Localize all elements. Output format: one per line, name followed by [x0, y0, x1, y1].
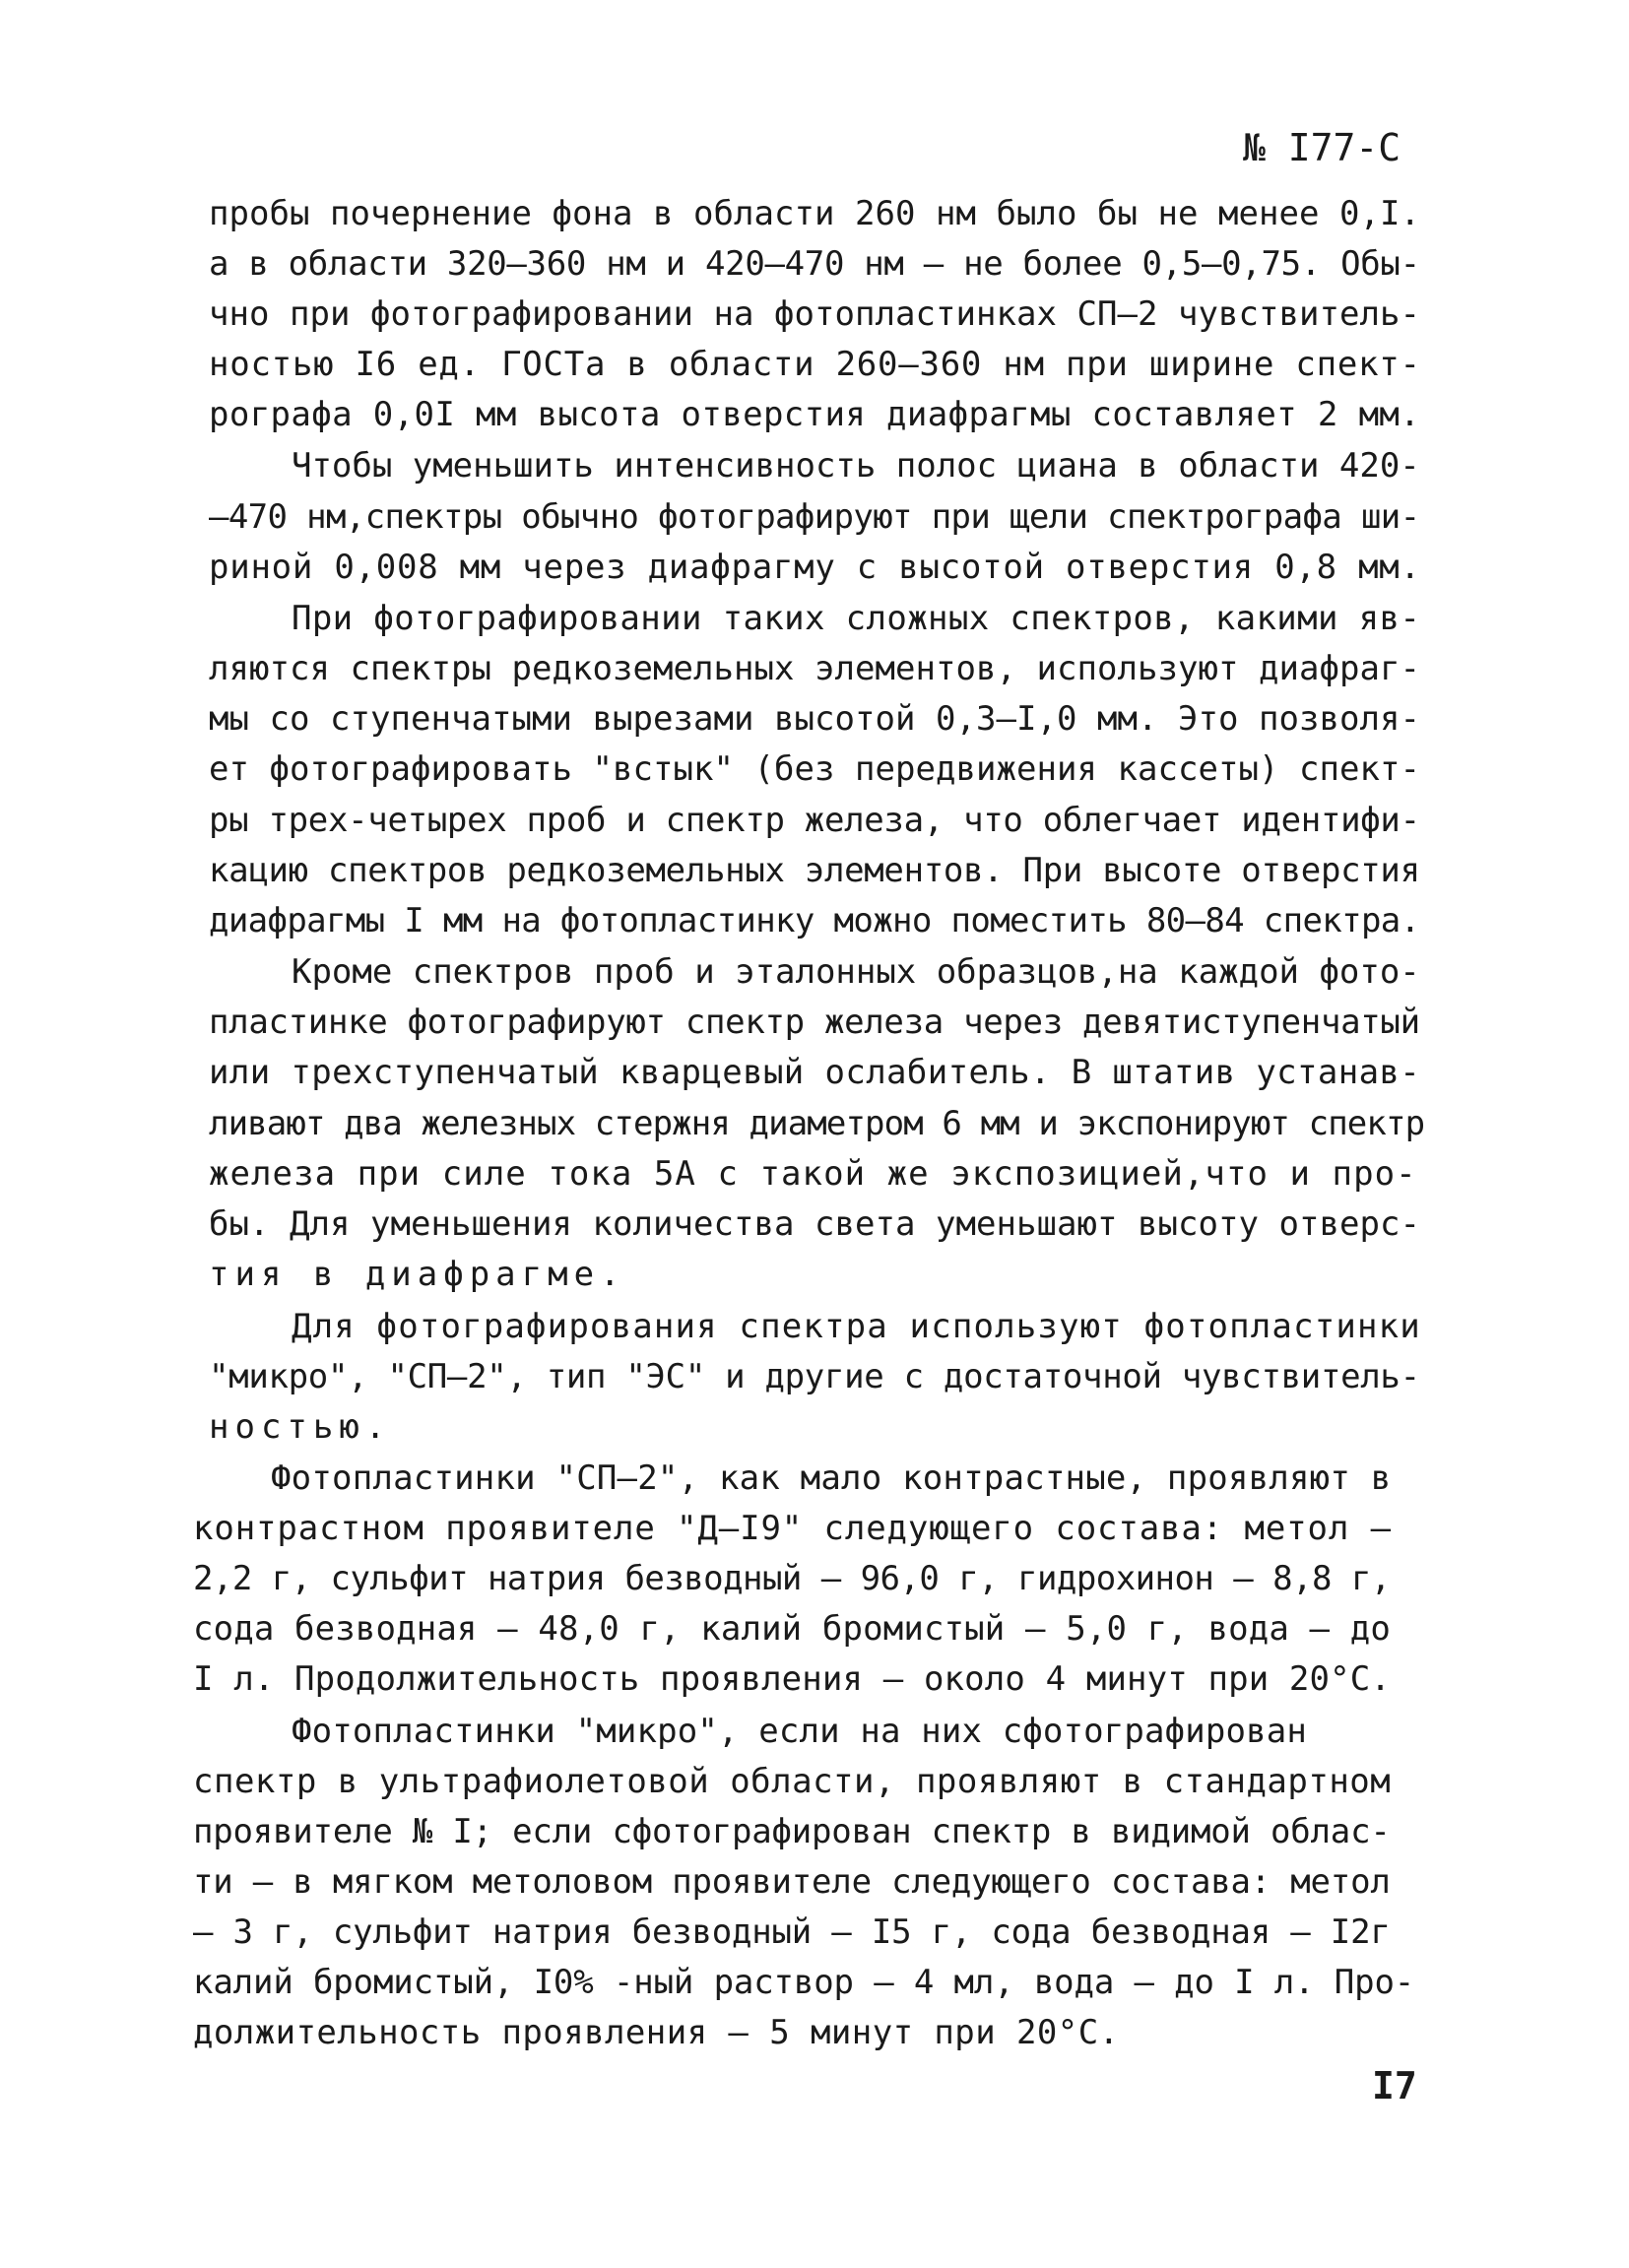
text-line: "микро", "СП–2", тип "ЭС" и другие с достаточной чувствитель-	[209, 1357, 1420, 1396]
text-line: Чтобы уменьшить интенсивность полос циана в области 420-	[292, 446, 1420, 486]
text-line: тия в диафрагме.	[209, 1255, 626, 1294]
text-line: бы. Для уменьшения количества света уменьшают высоту отверс-	[209, 1204, 1420, 1244]
text-line: мы со ступенчатыми вырезами высотой 0,3–I,0 мм. Это позволя-	[209, 699, 1420, 739]
page-number: I7	[1372, 2064, 1417, 2107]
text-line: ляются спектры редкоземельных элементов, используют диафраг-	[209, 649, 1420, 688]
text-line: ти – в мягком метоловом проявителе следующего состава: метол	[193, 1862, 1391, 1902]
text-line: пластинке фотографируют спектр железа через девятиступенчатый	[209, 1003, 1420, 1042]
text-line: – 3 г, сульфит натрия безводный – I5 г, сода безводная – I2г	[193, 1912, 1391, 1952]
text-line: рографа 0,0I мм высота отверстия диафрагмы составляет 2 мм.	[209, 395, 1421, 434]
text-line: пробы почернение фона в области 260 нм было бы не менее 0,I.	[209, 194, 1420, 233]
text-line: диафрагмы I мм на фотопластинку можно поместить 80–84 спектра.	[209, 901, 1420, 940]
text-line: ливают два железных стержня диаметром 6 мм и экспонируют спектр	[209, 1104, 1425, 1143]
text-line: Фотопластинки "СП–2", как мало контрастные, проявляют в	[271, 1458, 1392, 1498]
text-line: калий бромистый, I0% -ный раствор – 4 мл, вода – до I л. Про-	[193, 1963, 1415, 2002]
text-line: чно при фотографировании на фотопластинках СП–2 чувствитель-	[209, 294, 1420, 334]
text-line: Фотопластинки "микро", если на них сфотографирован	[292, 1712, 1307, 1751]
text-line: –470 нм,спектры обычно фотографируют при щели спектрографа ши-	[209, 497, 1420, 537]
text-line: железа при силе тока 5А с такой же экспозицией,что и про-	[209, 1154, 1417, 1194]
text-line: риной 0,008 мм через диафрагму с высотой отверстия 0,8 мм.	[209, 548, 1421, 587]
text-line: спектр в ультрафиолетовой области, проявляют в стандартном	[193, 1762, 1392, 1801]
text-line: ры трех-четырех проб и спектр железа, что облегчает идентифи-	[209, 801, 1420, 840]
text-line: Для фотографирования спектра используют фотопластинки	[292, 1307, 1421, 1346]
text-line: I л. Продолжительность проявления – около 4 минут при 20°С.	[193, 1659, 1391, 1699]
text-line: сода безводная – 48,0 г, калий бромистый – 5,0 г, вода – до	[193, 1609, 1391, 1649]
text-line: Кроме спектров проб и эталонных образцов,на каждой фото-	[292, 952, 1420, 992]
document-number: № I77-С	[1243, 126, 1401, 169]
text-line: При фотографировании таких сложных спектров, какими яв-	[292, 599, 1421, 638]
text-line: ностью.	[209, 1407, 392, 1447]
text-line: ет фотографировать "встык" (без передвижения кассеты) спект-	[209, 749, 1420, 789]
text-line: или трехступенчатый кварцевый ослабитель. В штатив устанав-	[209, 1053, 1421, 1092]
text-line: 2,2 г, сульфит натрия безводный – 96,0 г, гидрохинон – 8,8 г,	[193, 1559, 1391, 1598]
text-line: ностью I6 ед. ГОСТа в области 260–360 нм при ширине спект-	[209, 345, 1421, 384]
text-line: кацию спектров редкоземельных элементов. При высоте отверстия	[209, 851, 1420, 890]
text-line: проявителе № I; если сфотографирован спектр в видимой облас-	[193, 1812, 1391, 1851]
text-line: контрастном проявителе "Д–I9" следующего состава: метол –	[193, 1509, 1392, 1548]
text-line: должительность проявления – 5 минут при 20°С.	[193, 2013, 1120, 2052]
text-line: а в области 320–360 нм и 420–470 нм – не более 0,5–0,75. Обы-	[209, 244, 1420, 284]
